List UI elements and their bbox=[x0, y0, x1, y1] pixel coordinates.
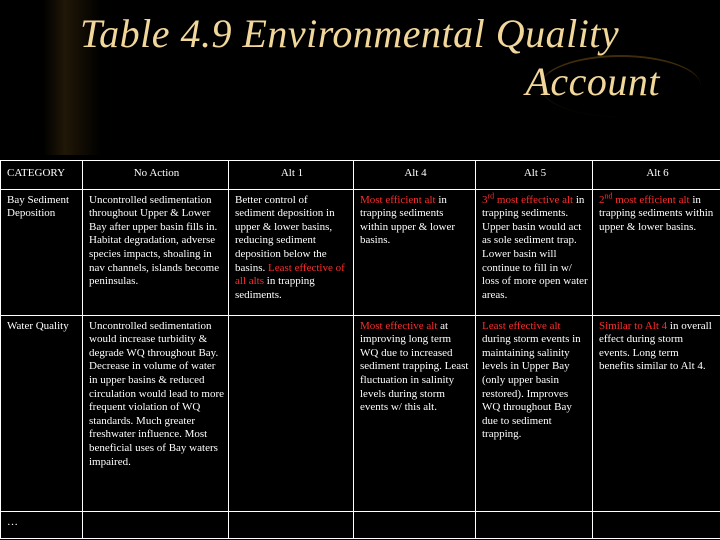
empty-cell bbox=[354, 511, 476, 538]
table-row-water-quality bbox=[1, 315, 720, 511]
title-line-2: Account bbox=[525, 59, 660, 104]
continuation-ellipsis: … bbox=[1, 511, 83, 538]
highlight-text: Least effective of all alts bbox=[235, 261, 345, 288]
header-alt-4: Alt 4 bbox=[354, 161, 476, 190]
header-no-action: No Action bbox=[83, 161, 229, 190]
row-category: Bay Sediment Deposition bbox=[1, 189, 83, 315]
environmental-quality-table bbox=[0, 160, 720, 539]
cell-alt-4: Most efficient alt in trapping sediments within upper & lower basins. bbox=[354, 189, 476, 315]
slide-title bbox=[60, 10, 660, 106]
cell-alt-4: Most effective alt at improving long term WQ due to increased sediment trapping. Least fluctuation in salinity levels during storm events w/ this alt. bbox=[354, 315, 476, 511]
cell-alt-1: Better control of sediment deposition in upper & lower basins, reducing sediment deposition below the basins. Least effective of all alts in trapping sediments. bbox=[229, 189, 354, 315]
table-row-continuation bbox=[1, 511, 720, 538]
empty-cell bbox=[229, 511, 354, 538]
header-alt-5: Alt 5 bbox=[476, 161, 593, 190]
empty-cell bbox=[593, 511, 720, 538]
cell-no-action: Uncontrolled sedimentation would increase turbidity & degrade WQ throughout Bay. Decrease in volume of water in upper basins & reduced circulation would lead to more frequent violation of WQ standards. Much greater freshwater influence. Most beneficial uses of Bay waters impaired. bbox=[83, 315, 229, 511]
cell-alt-6: 2nd most efficient alt in trapping sediments within upper & lower basins. bbox=[593, 189, 720, 315]
cell-alt-6: Similar to Alt 4 in overall effect during storm events. Long term benefits similar to Alt 4. bbox=[593, 315, 720, 511]
highlight-text: Most effective alt bbox=[360, 319, 438, 332]
header-alt-1: Alt 1 bbox=[229, 161, 354, 190]
table-row-sediment bbox=[1, 189, 720, 315]
header-alt-6: Alt 6 bbox=[593, 161, 720, 190]
highlight-text: 2nd most efficient alt bbox=[599, 190, 690, 206]
row-category: Water Quality bbox=[1, 315, 83, 511]
highlight-text: 3rd most effective alt bbox=[482, 190, 574, 206]
highlight-text: Similar to Alt 4 bbox=[599, 319, 668, 332]
empty-cell bbox=[476, 511, 593, 538]
cell-alt-5: 3rd most effective alt in trapping sediments. Upper basin would act as sole sediment trap. Lower basin will continue to fill in w/ loss of more open water areas. bbox=[476, 189, 593, 315]
cell-alt-5: Least effective alt during storm events in maintaining salinity levels in Upper Bay (only upper basin restored). Improves WQ throughout Bay due to sediment trapping. bbox=[476, 315, 593, 511]
highlight-text: Least effective alt bbox=[482, 319, 561, 332]
highlight-text: Most efficient alt bbox=[360, 193, 436, 206]
header-category: CATEGORY bbox=[1, 161, 83, 190]
title-line-1: Table 4.9 Environmental Quality bbox=[80, 11, 620, 56]
empty-cell bbox=[83, 511, 229, 538]
cell-alt-1 bbox=[229, 315, 354, 511]
cell-no-action: Uncontrolled sedimentation throughout Upper & Lower Bay after upper basin fills in. Habitat degradation, adverse species impacts, shoaling in nav channels, islands become peninsulas. bbox=[83, 189, 229, 315]
table-header-row bbox=[1, 161, 720, 190]
